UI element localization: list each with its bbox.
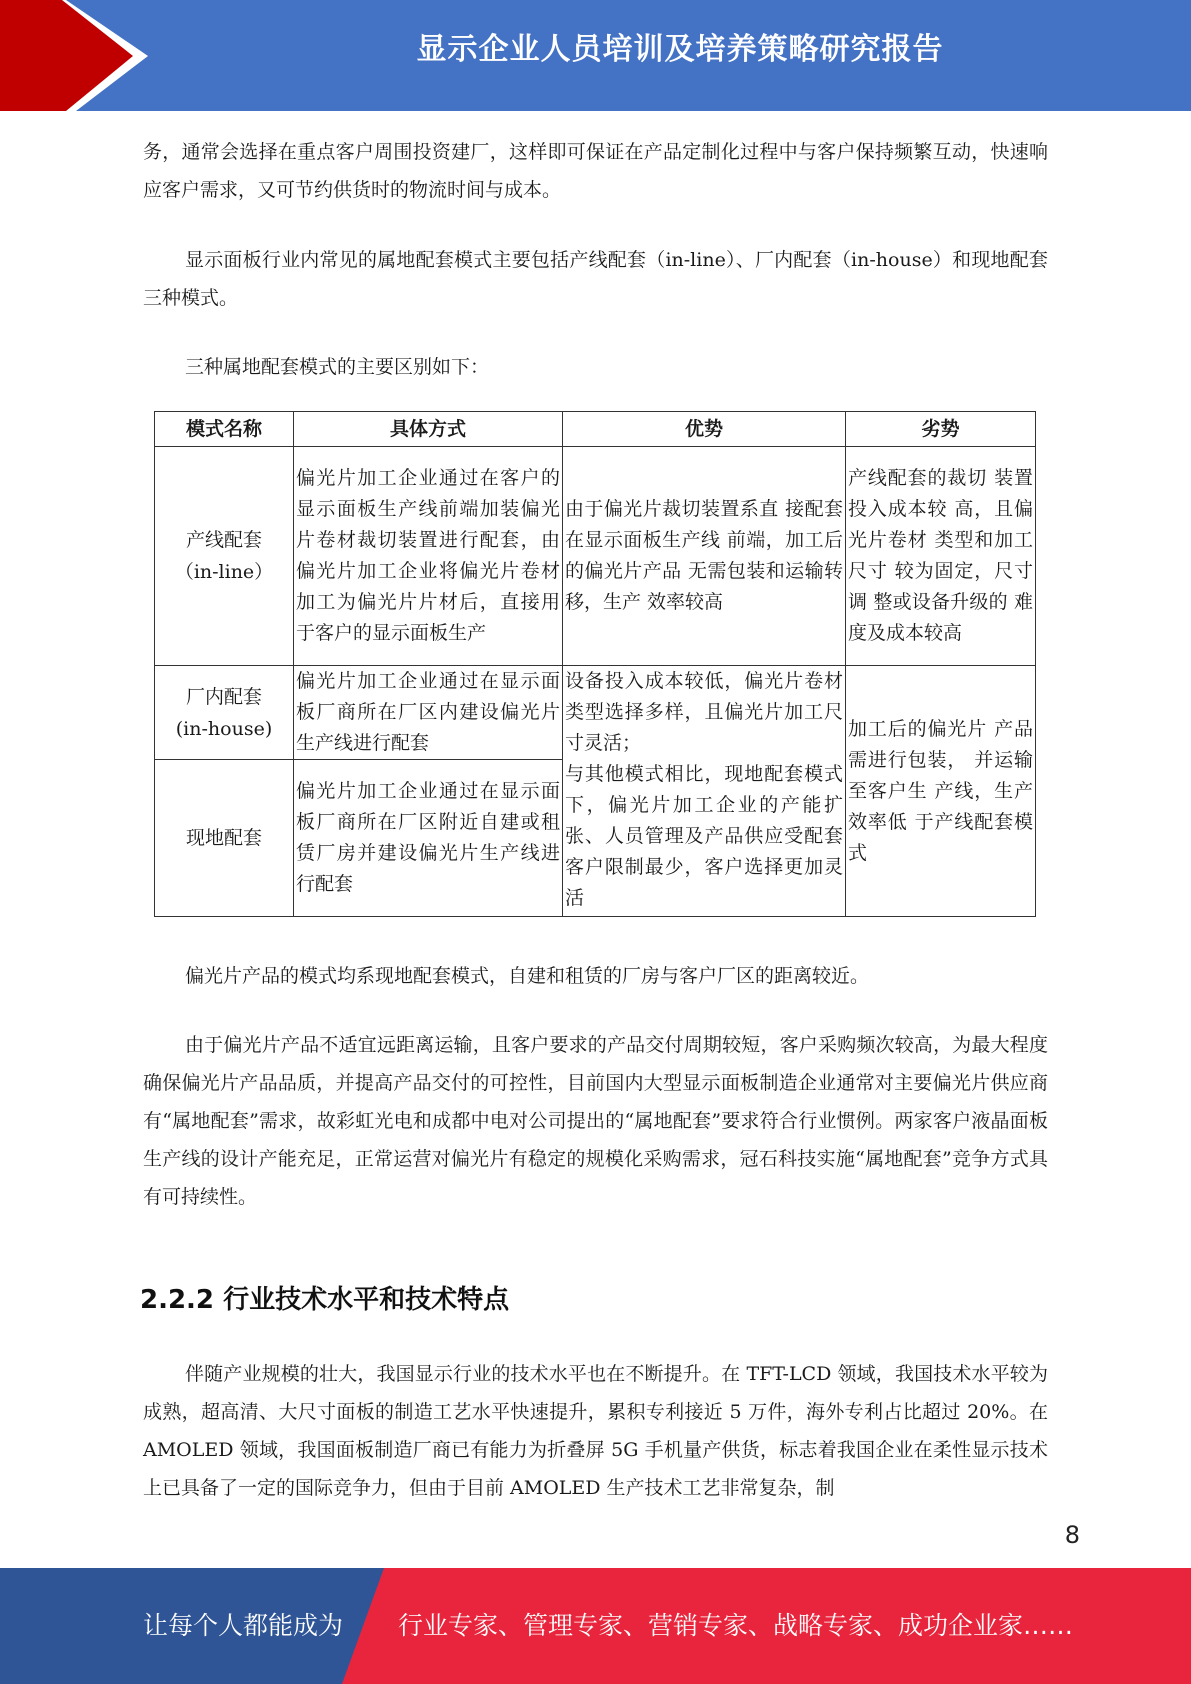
paragraph-continuation: 务，通常会选择在重点客户周围投资建厂，这样即可保证在产品定制化过程中与客户保持频繁互动，快速响应客户需求，又可节约供货时的物流时间与成本。 <box>143 141 1048 201</box>
footer-slogan-left: 让每个人都能成为 <box>143 1611 344 1640</box>
mode-name-cell: 现地配套 <box>155 760 294 917</box>
mode-name-cell <box>155 666 294 760</box>
paragraph-local-rationale: 由于偏光片产品不适宜远距离运输，且客户要求的产品交付周期较短，客户采购频次较高，为最大程度确保偏光片产品品质，并提高产品交付的可控性，目前国内大型显示面板制造企业通常对主要偏光片供应商有“属地配套”需求，故彩虹光电和成都中电对公司提出的“属地配套”要求符合行业惯例。两家客户液晶面板生产线的设计产能充足，正常运营对偏光片有稳定的规模化采购需求，冠石科技实施“属地配套”竞争方式具有可持续性。 <box>143 1034 1048 1208</box>
page-number: 8 <box>1064 1521 1080 1549</box>
section-heading: 2.2.2 行业技术水平和技术特点 <box>140 1285 510 1315</box>
footer-slogan-right: 行业专家、管理专家、营销专家、战略专家、成功企业家…… <box>398 1611 1074 1640</box>
shared-advantage-part: 设备投入成本较低，偏光片卷材类型选择多样，且偏光片加工尺寸灵活； <box>565 670 843 754</box>
table-row <box>155 666 1036 760</box>
mode-name: 厂内配套 <box>185 685 262 708</box>
mode-name-cell <box>155 447 294 666</box>
table-header-cell: 具体方式 <box>294 412 563 447</box>
mode-name-sub: （in-line） <box>174 561 274 583</box>
paragraph-tech-level: 伴随产业规模的壮大，我国显示行业的技术水平也在不断提升。在 TFT-LCD 领域，我国技术水平较为成熟，超高清、大尺寸面板的制造工艺水平快速提升，累积专利接近 5 万件，海外专利占比超过 20%。在 AMOLED 领域，我国面板制造厂商已有能力为折叠屏 5G 手机量产供货，标志着我国企业在柔性显示技术上已具备了一定的国际竞争力，但由于目前 AMOLED 生产技术工艺非常复杂，制 <box>143 1363 1048 1499</box>
shared-advantage-part: 与其他模式相比，现地配套模式下，偏光片加工企业的产能扩张、人员管理及产品供应受配套客户限制最少，客户选择更加灵活 <box>565 763 843 909</box>
mode-comparison-table <box>154 411 1036 917</box>
paragraph-modes-intro: 显示面板行业内常见的属地配套模式主要包括产线配套（in-line）、厂内配套（in-house）和现地配套三种模式。 <box>143 249 1048 309</box>
mode-advantage-cell: 由于偏光片裁切装置系直 接配套在显示面板生产线 前端，加工后的偏光片产品 无需包装和运输转移，生产 效率较高 <box>563 447 846 666</box>
mode-disadvantage-cell: 产线配套的裁切 装置投入成本较 高，且偏光片卷材 类型和加工尺寸 较为固定，尺寸调 整或设备升级的 难度及成本较高 <box>846 447 1036 666</box>
mode-method-cell: 偏光片加工企业通过在客户的显示面板生产线前端加装偏光片卷材裁切装置进行配套，由偏光片加工企业将偏光片卷材加工为偏光片片材后，直接用于客户的显示面板生产 <box>294 447 563 666</box>
mode-name-sub: (in-house) <box>175 717 273 740</box>
header-arrow-decoration <box>0 0 160 111</box>
shared-disadvantage-cell: 加工后的偏光片 产品需进行包装， 并运输至客户生 产线，生产效率低 于产线配套模式 <box>846 666 1036 917</box>
header-title: 显示企业人员培训及培养策略研究报告 <box>416 32 944 67</box>
mode-name: 产线配套 <box>185 529 262 551</box>
page-footer <box>0 1568 1191 1684</box>
paragraph-table-intro: 三种属地配套模式的主要区别如下： <box>185 356 490 378</box>
mode-method-cell: 偏光片加工企业通过在显示面板厂商所在厂区内建设偏光片生产线进行配套 <box>294 666 563 760</box>
table-header-cell: 劣势 <box>846 412 1036 447</box>
table-header-cell: 优势 <box>563 412 846 447</box>
shared-advantage-cell <box>563 666 846 917</box>
table-header-row <box>155 412 1036 447</box>
table-row <box>155 447 1036 666</box>
table-header-cell: 模式名称 <box>155 412 294 447</box>
paragraph-local-mode: 偏光片产品的模式均系现地配套模式，自建和租赁的厂房与客户厂区的距离较近。 <box>185 965 870 987</box>
mode-method-cell: 偏光片加工企业通过在显示面板厂商所在厂区附近自建或租赁厂房并建设偏光片生产线进行配套 <box>294 760 563 917</box>
page-header <box>0 0 1191 111</box>
